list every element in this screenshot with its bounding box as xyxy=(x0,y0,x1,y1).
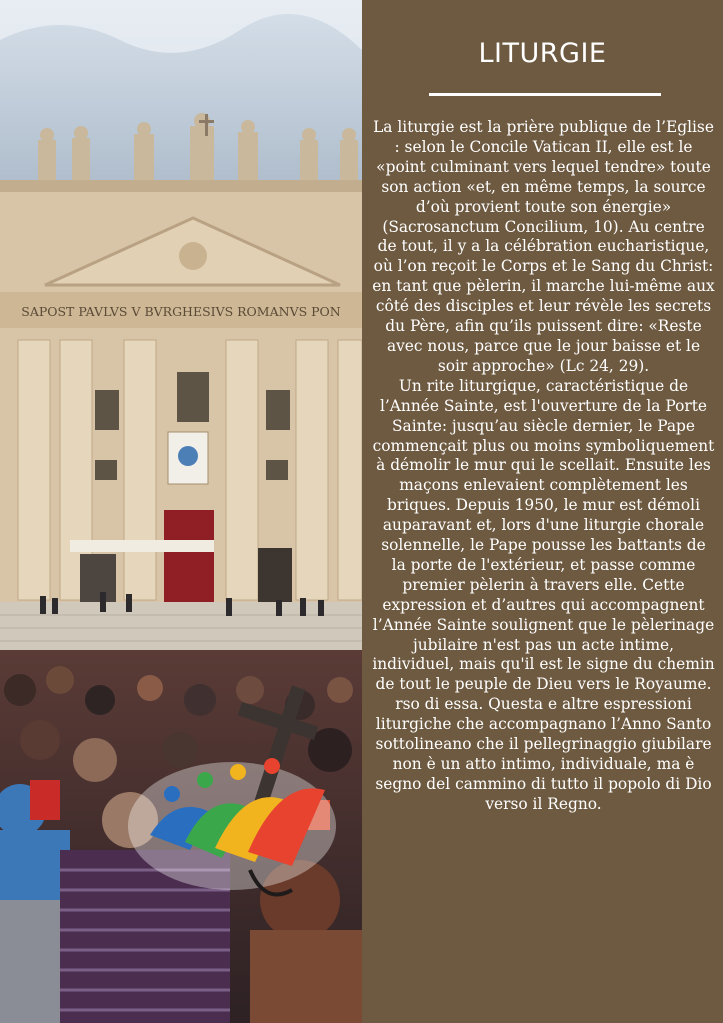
paragraph-holy-door: Un rite liturgique, caractéristique de l’Année Sainte, est l'ouverture de la Porte Sainte: jusqu’au siècle dernier, le Pape commençait plus ou moins symboliquement à démolir le mur qui le scellait. Ensuite les maçons enlevaient complètement les briques. Depuis 1950, le mur est démoli auparavant et, lors d'une liturgie chorale solennelle, le Pape pousse les battants de la porte de l'extérieur, et passe comme premier pèlerin à travers elle. Cette expression et d’autres qui accompagnent l’Année Sainte soulignent que le pèlerinage jubilaire n'est pas un acte intime, individuel, mais qu'il est le signe du chemin de tout le peuple de Dieu vers le Royaume. xyxy=(372,376,715,694)
paragraph-italian: rso di essa. Questa e altre espressioni liturgiche che accompagnano l’Anno Santo sottolineano che il pellegrinaggio giubilare non è un atto intimo, individuale, ma è segno del cammino di tutto il popolo di Dio verso il Regno. xyxy=(375,695,712,813)
body-text xyxy=(372,118,715,815)
paragraph-liturgy: La liturgie est la prière publique de l’Eglise : selon le Concile Vatican II, elle est le «point culminant vers lequel tendre» toute son action «et, en même temps, la source d’où provient toute son énergie» (Sacrosanctum Concilium, 10). Au centre de tout, il y a la célébration eucharistique, où l’on reçoit le Corps et le Sang du Christ: en tant que pèlerin, il marche lui-même aux côté des disciples et leur révèle les secrets du Père, afin qu’ils puissent dire: «Reste avec nous, parce que le jour baisse et le soir approche» (Lc 24, 29). xyxy=(372,118,715,375)
title-divider xyxy=(429,93,661,96)
page-title: LITURGIE xyxy=(478,38,607,69)
text-panel xyxy=(362,0,723,1023)
facade-inscription: SAPOST PAVLVS V BVRGHESIVS ROMANVS PON xyxy=(21,304,341,319)
